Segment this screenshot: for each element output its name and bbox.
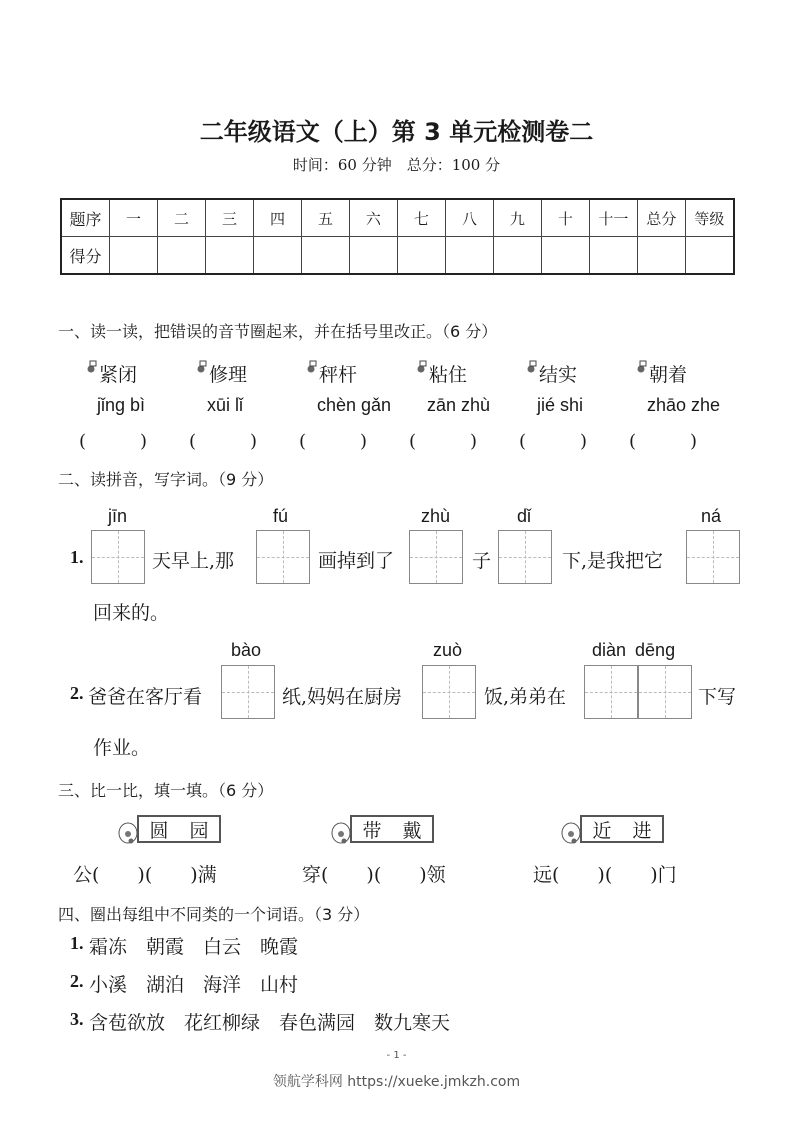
question-number: 2.	[70, 971, 84, 991]
writing-box[interactable]	[422, 665, 476, 719]
answer-parentheses[interactable]: ( )	[79, 431, 148, 452]
word-text: 粘住	[429, 364, 468, 386]
question-number: 3.	[70, 1009, 84, 1029]
pinyin: dǐ	[517, 506, 532, 526]
pig-icon	[560, 818, 582, 844]
question-text: 子	[472, 550, 492, 572]
pinyin: jǐng bì	[97, 395, 146, 415]
table-cell: 一	[110, 199, 158, 237]
footer-watermark: 领航学科网 https://xueke.jmkzh.com	[272, 1074, 521, 1090]
section3-heading: 三、比一比，填一填。（6 分）	[58, 781, 274, 800]
table-cell: 题序	[61, 199, 110, 237]
pinyin: fú	[273, 506, 289, 526]
score-cell[interactable]	[493, 237, 541, 275]
word-text: 修理	[209, 364, 248, 386]
pinyin: chèn gǎn	[317, 395, 392, 415]
time-and-score: 时间：60 分钟 总分：100 分	[292, 156, 501, 174]
score-cell[interactable]	[589, 237, 637, 275]
char: 近	[592, 819, 612, 842]
question-text: 下写	[698, 686, 737, 708]
speaker-icon	[307, 360, 317, 374]
fill-blank[interactable]: 公( )( )满	[73, 864, 217, 886]
writing-box[interactable]	[498, 530, 552, 584]
writing-box[interactable]	[638, 665, 692, 719]
word-item	[637, 360, 687, 387]
pinyin: jié shi	[537, 395, 584, 415]
table-cell: 总分	[637, 199, 685, 237]
pinyin: jīn	[108, 506, 128, 526]
pinyin: diàn dēng	[592, 640, 676, 660]
char: 戴	[402, 819, 422, 842]
word-item	[87, 360, 137, 387]
writing-box[interactable]	[91, 530, 145, 584]
score-cell[interactable]	[349, 237, 397, 275]
question-text: 下,是我把它	[562, 550, 664, 572]
char: 带	[362, 819, 382, 842]
score-cell[interactable]	[110, 237, 158, 275]
word-group: 霜冻 朝霞 白云 晚霞	[89, 936, 299, 958]
word-group: 含苞欲放 花红柳绿 春色满园 数九寒天	[89, 1012, 451, 1034]
answer-parentheses[interactable]: ( )	[299, 431, 368, 452]
table-cell: 十一	[589, 199, 637, 237]
table-cell: 十	[541, 199, 589, 237]
question-text: 纸,妈妈在厨房	[282, 686, 403, 708]
score-table	[60, 198, 735, 275]
word-text: 紧闭	[99, 364, 138, 386]
compare-box	[580, 815, 664, 843]
char: 进	[632, 819, 652, 842]
table-cell: 等级	[685, 199, 734, 237]
score-cell[interactable]	[205, 237, 253, 275]
answer-parentheses[interactable]: ( )	[629, 431, 698, 452]
score-cell[interactable]	[637, 237, 685, 275]
table-cell: 八	[445, 199, 493, 237]
section2-heading: 二、读拼音，写字词。（9 分）	[58, 470, 274, 489]
score-cell[interactable]	[397, 237, 445, 275]
table-row	[61, 237, 734, 275]
fill-blank[interactable]: 远( )( )门	[533, 864, 677, 886]
score-cell[interactable]	[253, 237, 301, 275]
word-text: 结实	[539, 364, 578, 386]
speaker-icon	[527, 360, 537, 374]
pinyin: zhāo zhe	[647, 395, 721, 415]
score-cell[interactable]	[541, 237, 589, 275]
answer-parentheses[interactable]: ( )	[189, 431, 258, 452]
speaker-icon	[637, 360, 647, 374]
word-item	[527, 360, 577, 387]
pinyin: ná	[701, 506, 722, 526]
word-item	[307, 360, 357, 387]
compare-box	[350, 815, 434, 843]
table-cell: 五	[301, 199, 349, 237]
char: 园	[189, 819, 209, 842]
table-cell: 四	[253, 199, 301, 237]
page-title: 二年级语文（上）第 3 单元检测卷二	[199, 118, 594, 146]
table-cell: 六	[349, 199, 397, 237]
score-cell[interactable]	[301, 237, 349, 275]
page-number: - 1 -	[386, 1050, 407, 1061]
score-cell[interactable]	[685, 237, 734, 275]
word-text: 朝着	[649, 364, 688, 386]
pinyin: zān zhù	[427, 395, 491, 415]
question-number: 1.	[70, 933, 84, 953]
table-cell: 三	[205, 199, 253, 237]
word-item	[197, 360, 247, 387]
pig-icon	[117, 818, 139, 844]
writing-box[interactable]	[584, 665, 638, 719]
question-text: 天早上,那	[152, 550, 235, 572]
section1-heading: 一、读一读，把错误的音节圈起来，并在括号里改正。（6 分）	[58, 322, 498, 341]
table-cell: 二	[158, 199, 206, 237]
pig-icon	[330, 818, 352, 844]
question-text: 作业。	[93, 737, 151, 759]
word-text: 秤杆	[319, 364, 358, 386]
writing-box[interactable]	[256, 530, 310, 584]
compare-box	[137, 815, 221, 843]
fill-blank[interactable]: 穿( )( )领	[302, 864, 446, 886]
table-cell: 七	[397, 199, 445, 237]
score-cell[interactable]	[158, 237, 206, 275]
speaker-icon	[417, 360, 427, 374]
char: 圆	[149, 819, 169, 842]
question-text: 饭,弟弟在	[484, 686, 567, 708]
score-cell[interactable]	[445, 237, 493, 275]
pinyin: zhù	[421, 506, 451, 526]
pinyin: bào	[231, 640, 262, 660]
table-row	[61, 199, 734, 237]
question-number: 2.	[70, 683, 84, 703]
word-item	[417, 360, 467, 387]
answer-parentheses[interactable]: ( )	[409, 431, 478, 452]
pinyin: zuò	[433, 640, 463, 660]
speaker-icon	[87, 360, 97, 374]
writing-box[interactable]	[221, 665, 275, 719]
table-cell: 九	[493, 199, 541, 237]
pinyin: xūi lǐ	[207, 395, 244, 415]
writing-box[interactable]	[409, 530, 463, 584]
table-cell: 得分	[61, 237, 110, 275]
writing-box[interactable]	[686, 530, 740, 584]
speaker-icon	[197, 360, 207, 374]
question-number: 1.	[70, 547, 84, 567]
question-text: 回来的。	[93, 602, 170, 624]
word-group: 小溪 湖泊 海洋 山村	[89, 974, 299, 996]
section4-heading: 四、圈出每组中不同类的一个词语。（3 分）	[58, 905, 370, 924]
question-text: 画掉到了	[318, 550, 395, 572]
answer-parentheses[interactable]: ( )	[519, 431, 588, 452]
question-text: 爸爸在客厅看	[88, 686, 203, 708]
